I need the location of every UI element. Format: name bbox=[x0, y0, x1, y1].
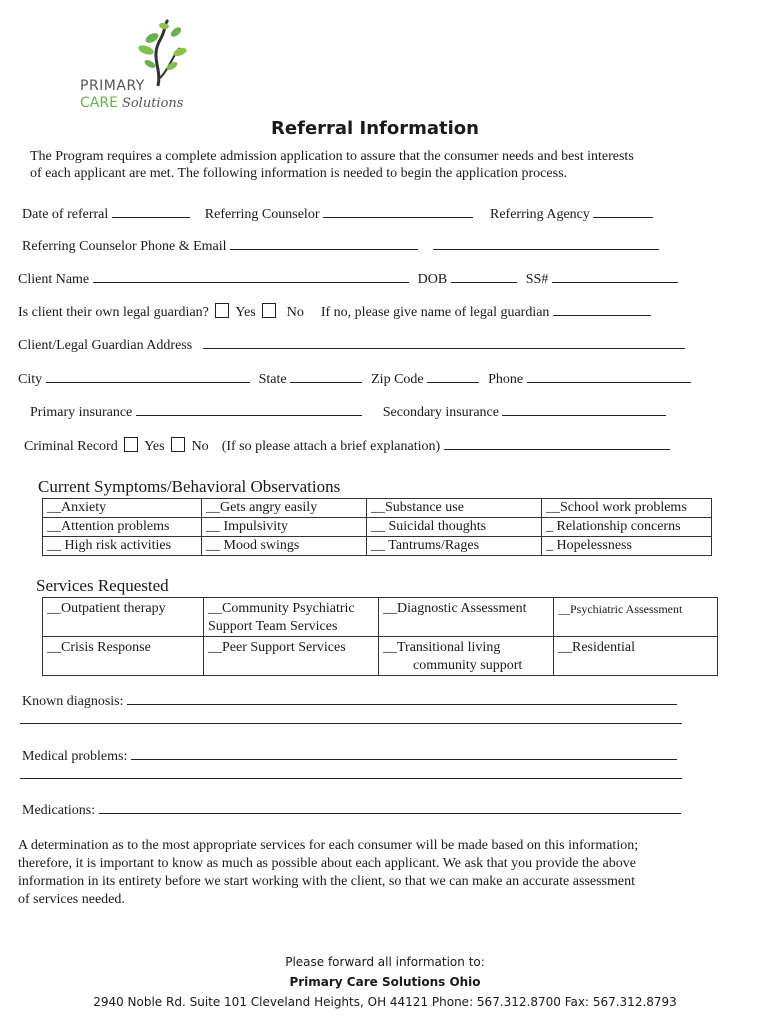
symptom-angry[interactable]: __Gets angry easily bbox=[202, 499, 367, 518]
symptom-school[interactable]: __School work problems bbox=[542, 499, 712, 518]
row-address: Client/Legal Guardian Address bbox=[18, 334, 685, 354]
symptom-hopelessness[interactable]: _ Hopelessness bbox=[542, 537, 712, 556]
zip-input[interactable] bbox=[427, 368, 479, 383]
row-city: City State Zip Code Phone bbox=[18, 368, 691, 388]
intro-paragraph: The Program requires a complete admission application to assure that the consumer needs and best interests of each applicant are met. The following information is needed to begin the application process. bbox=[30, 149, 634, 181]
city-input[interactable] bbox=[46, 368, 250, 383]
counselor-phone-input[interactable] bbox=[230, 235, 418, 250]
service-peer-support[interactable]: __Peer Support Services bbox=[204, 637, 379, 676]
row-insurance: Primary insurance Secondary insurance bbox=[30, 401, 666, 421]
footer-forward: Please forward all information to: bbox=[285, 955, 485, 969]
medical-problems-input[interactable] bbox=[131, 745, 677, 760]
symptoms-table bbox=[42, 498, 712, 556]
row-medications: Medications: bbox=[22, 799, 681, 819]
dob-input[interactable] bbox=[451, 268, 517, 283]
symptom-tantrums[interactable]: __ Tantrums/Rages bbox=[367, 537, 542, 556]
referring-counselor-input[interactable] bbox=[323, 203, 473, 218]
symptom-substance[interactable]: __Substance use bbox=[367, 499, 542, 518]
guardian-name-input[interactable] bbox=[553, 301, 651, 316]
medications-input[interactable] bbox=[99, 799, 681, 814]
phone-input[interactable] bbox=[527, 368, 691, 383]
row-medical-problems: Medical problems: bbox=[22, 745, 677, 765]
service-psychiatric-assessment[interactable]: __Psychiatric Assessment bbox=[554, 598, 718, 637]
criminal-explanation-input[interactable] bbox=[444, 435, 670, 450]
guardian-no-checkbox[interactable] bbox=[262, 303, 276, 318]
ss-input[interactable] bbox=[552, 268, 678, 283]
date-of-referral-input[interactable] bbox=[112, 203, 190, 218]
symptom-suicidal[interactable]: __ Suicidal thoughts bbox=[367, 518, 542, 537]
symptoms-heading: Current Symptoms/Behavioral Observations bbox=[38, 477, 341, 496]
criminal-no-checkbox[interactable] bbox=[171, 437, 185, 452]
counselor-email-input[interactable] bbox=[433, 235, 659, 250]
service-residential[interactable]: __Residential bbox=[554, 637, 718, 676]
footer bbox=[0, 952, 770, 1012]
page-title: Referral Information bbox=[271, 118, 479, 139]
table-row bbox=[43, 537, 712, 556]
known-diagnosis-line-2[interactable] bbox=[20, 723, 682, 724]
footer-org: Primary Care Solutions Ohio bbox=[289, 975, 481, 989]
table-row bbox=[43, 518, 712, 537]
known-diagnosis-input[interactable] bbox=[127, 690, 677, 705]
client-name-input[interactable] bbox=[93, 268, 409, 283]
row-known-diagnosis: Known diagnosis: bbox=[22, 690, 677, 710]
guardian-yes-checkbox[interactable] bbox=[215, 303, 229, 318]
table-row bbox=[43, 637, 718, 676]
service-community-psychiatric[interactable]: __Community Psychiatric Support Team Services bbox=[204, 598, 379, 637]
symptom-anxiety[interactable]: __Anxiety bbox=[43, 499, 202, 518]
services-heading: Services Requested bbox=[36, 576, 169, 595]
service-transitional[interactable]: __Transitional living community support bbox=[379, 637, 554, 676]
logo-solutions: Solutions bbox=[121, 96, 184, 111]
medical-problems-line-2[interactable] bbox=[20, 778, 682, 779]
table-row bbox=[43, 598, 718, 637]
logo-primary: PRIMARY bbox=[80, 78, 145, 94]
footer-address: 2940 Noble Rd. Suite 101 Cleveland Heights, OH 44121 Phone: 567.312.8700 Fax: 567.312.8793 bbox=[93, 995, 677, 1009]
service-crisis[interactable]: __Crisis Response bbox=[43, 637, 204, 676]
symptom-mood[interactable]: __ Mood swings bbox=[202, 537, 367, 556]
table-row bbox=[43, 499, 712, 518]
address-input[interactable] bbox=[203, 334, 685, 349]
row-referral: Date of referral Referring Counselor Referring Agency bbox=[22, 203, 653, 223]
logo-care: CARE bbox=[80, 95, 118, 111]
determination-paragraph: A determination as to the most appropriate services for each consumer will be made based on this information; therefore, it is important to know as much as possible about each applicant. We ask that you provide the above information in its entirety before we start working with the client, so that we can make an accurate assessment of services needed. bbox=[18, 838, 639, 907]
row-counselor-contact: Referring Counselor Phone & Email bbox=[22, 235, 659, 255]
state-input[interactable] bbox=[290, 368, 362, 383]
symptom-impulsivity[interactable]: __ Impulsivity bbox=[202, 518, 367, 537]
symptom-high-risk[interactable]: __ High risk activities bbox=[43, 537, 202, 556]
referring-agency-input[interactable] bbox=[593, 203, 653, 218]
criminal-yes-checkbox[interactable] bbox=[124, 437, 138, 452]
logo bbox=[80, 18, 190, 118]
service-outpatient[interactable]: __Outpatient therapy bbox=[43, 598, 204, 637]
row-criminal-record: Criminal Record Yes No (If so please attach a brief explanation) bbox=[24, 435, 670, 455]
row-legal-guardian: Is client their own legal guardian? Yes No If no, please give name of legal guardian bbox=[18, 301, 651, 321]
service-diagnostic[interactable]: __Diagnostic Assessment bbox=[379, 598, 554, 637]
row-client-name: Client Name DOB SS# bbox=[18, 268, 678, 288]
symptom-relationship[interactable]: _ Relationship concerns bbox=[542, 518, 712, 537]
secondary-insurance-input[interactable] bbox=[502, 401, 666, 416]
symptom-attention[interactable]: __Attention problems bbox=[43, 518, 202, 537]
services-table bbox=[42, 597, 718, 676]
primary-insurance-input[interactable] bbox=[136, 401, 362, 416]
